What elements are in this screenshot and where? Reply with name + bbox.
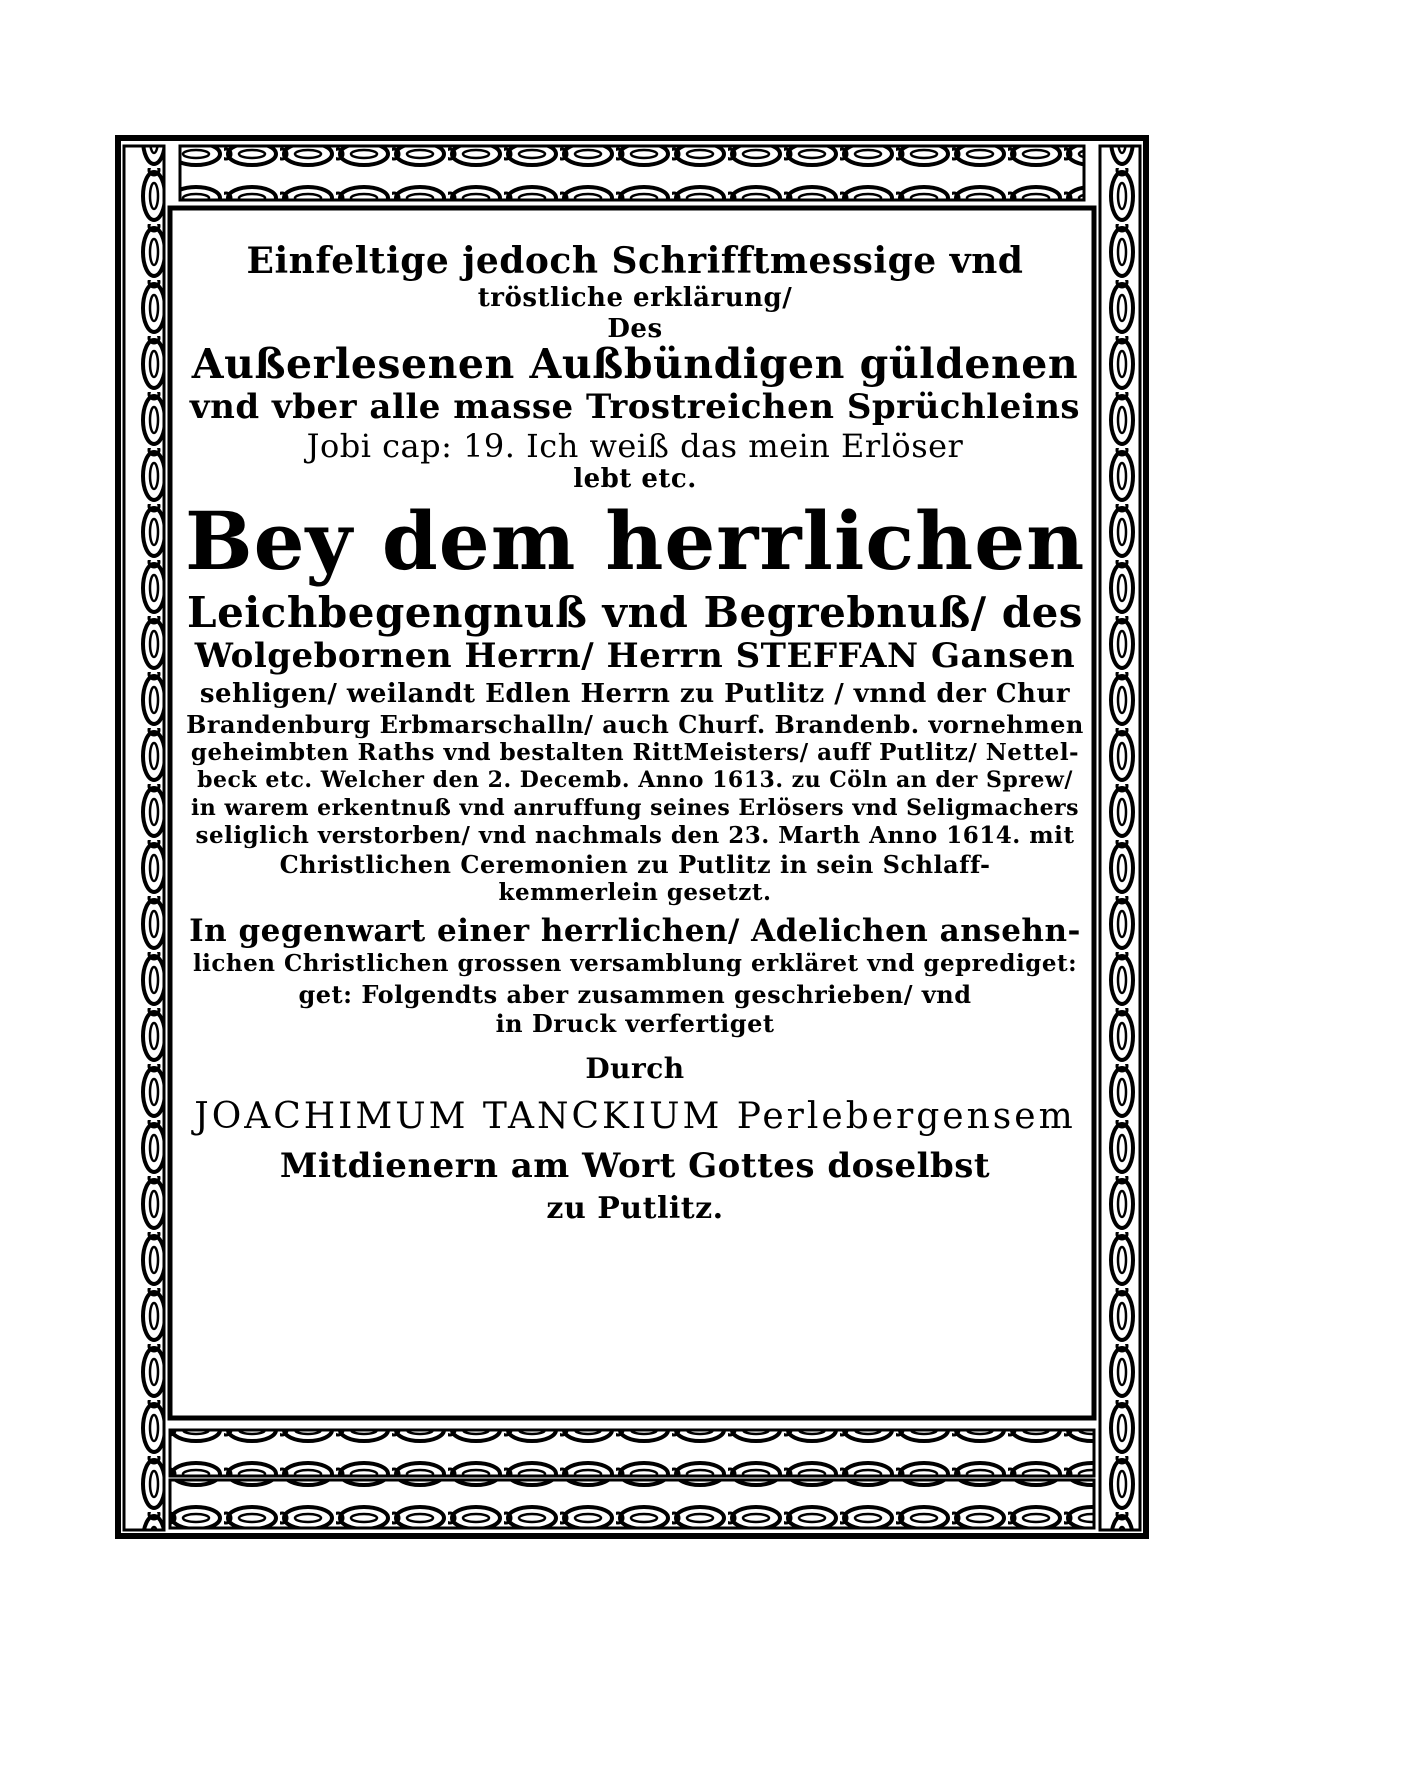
title-line-2: tröstliche erklärung/ xyxy=(477,282,793,313)
title-line-17: Christlichen Ceremonien zu Putlitz in sein Schlaff- xyxy=(279,849,991,879)
title-line-16: seliglich verstorben/ vnd nachmals den 23. Marth Anno 1614. mit xyxy=(195,821,1075,849)
main-heading: Bey dem herrlichen xyxy=(185,494,1086,589)
title-line-7: lebt etc. xyxy=(573,463,697,494)
title-line-22: in Druck verfertiget xyxy=(495,1008,775,1038)
title-line-6: Jobi cap: 19. Ich weiß das mein Erlöser xyxy=(306,427,964,466)
title-line-9: Leichbegengnuß vnd Begrebnuß/ des xyxy=(187,588,1083,638)
title-line-19: In gegenwart einer herrlichen/ Adelichen ansehn- xyxy=(189,913,1081,950)
title-line-26: zu Putlitz. xyxy=(546,1191,724,1227)
title-line-11: sehligen/ weilandt Edlen Herrn zu Putlitz / vnnd der Chur xyxy=(199,678,1071,709)
title-line-23: Durch xyxy=(585,1052,685,1086)
title-line-14: beck etc. Welcher den 2. Decemb. Anno 1613. zu Cöln an der Sprew/ xyxy=(197,767,1073,794)
title-line-12: Brandenburg Erbmarschalln/ auch Churf. Brandenb. vornehmen xyxy=(186,710,1084,740)
title-line-18: kemmerlein gesetzt. xyxy=(498,878,772,906)
title-line-20: lichen Christlichen grossen versamblung erkläret vnd geprediget: xyxy=(192,949,1078,977)
title-line-10: Wolgebornen Herrn/ Herrn STEFFAN Gansen xyxy=(194,636,1076,677)
title-line-21: get: Folgendts aber zusammen geschrieben/ vnd xyxy=(298,979,972,1009)
title-line-13: geheimbten Raths vnd bestalten RittMeisters/ auff Putlitz/ Nettel- xyxy=(190,739,1080,767)
title-text xyxy=(185,215,1085,1385)
title-line-5: vnd vber alle masse Trostreichen Sprüchleins xyxy=(189,387,1081,428)
title-line-1: Einfeltige jedoch Schrifftmessige vnd xyxy=(246,240,1024,282)
author-name: JOACHIMUM TANCKIUM Perlebergensem xyxy=(194,1095,1076,1137)
title-line-4: Außerlesenen Außbündigen güldenen xyxy=(191,340,1079,389)
title-line-3: Des xyxy=(607,314,663,345)
title-line-25: Mitdienern am Wort Gottes doselbst xyxy=(279,1146,991,1187)
title-line-15: in warem erkentnuß vnd anruffung seines Erlösers vnd Seligmachers xyxy=(190,794,1080,821)
